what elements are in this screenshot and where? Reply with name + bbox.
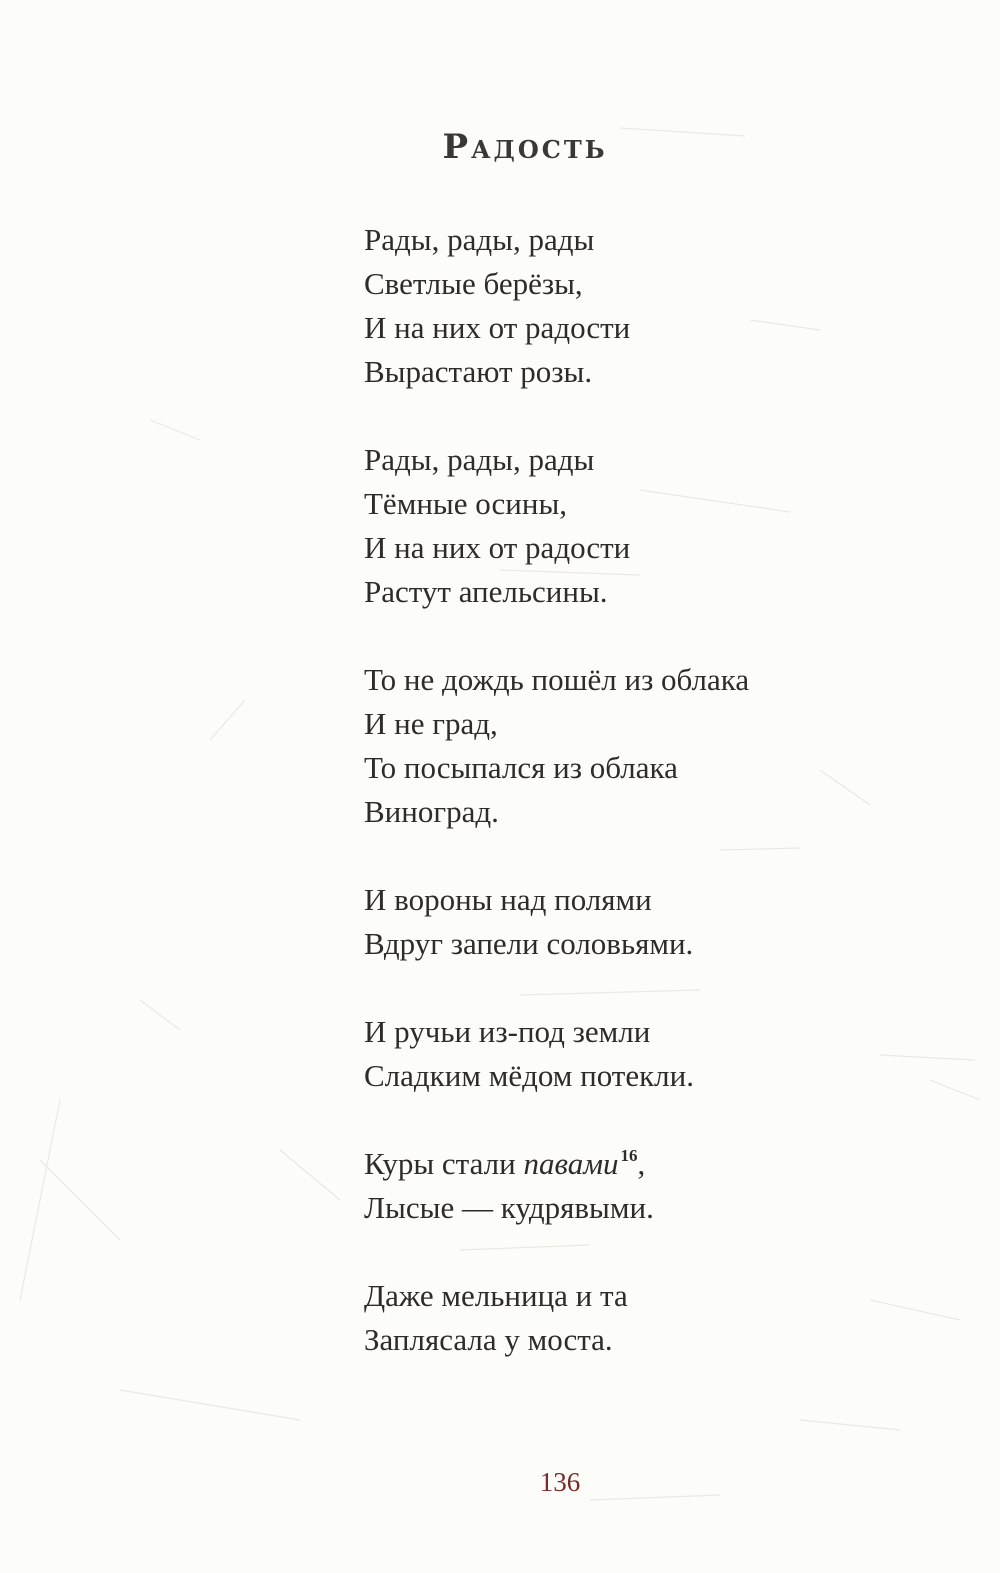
poem-line [364,1142,984,1186]
poem-line: Светлые берёзы, [364,266,583,301]
poem-line: Лысые — кудрявыми. [364,1190,654,1225]
poem-line: То посыпался из облака [364,750,678,785]
poem-line: И не град, [364,706,498,741]
poem-body [364,218,984,1362]
line-text: Куры стали [364,1146,524,1181]
poem-line: Вырастают розы. [364,354,593,389]
poem-line: И на них от радости [364,310,631,345]
line-text: , [637,1146,646,1181]
poem-line: Заплясала у моста. [364,1322,613,1357]
poem-line: И на них от радости [364,530,631,565]
poem-line: И вороны над полями [364,882,652,917]
stanza-6 [364,1142,984,1230]
footnote-marker: 16 [620,1146,638,1165]
page-number: 136 [539,1467,581,1497]
stanza-7 [364,1274,984,1362]
poem-line: Тёмные осины, [364,486,568,521]
stanza-5 [364,1010,984,1098]
stanza-3 [364,658,984,834]
italic-word: павами [523,1146,619,1181]
stanza-4 [364,878,984,966]
poem-line: Растут апельсины. [364,574,608,609]
stanza-1 [364,218,984,394]
stanza-2 [364,438,984,614]
poem-line: Виноград. [364,794,499,829]
poem-line: Вдруг запели соловьями. [364,926,694,961]
poem-line: То не дождь пошёл из облака [364,662,750,697]
poem-line: Сладким мёдом потекли. [364,1058,694,1093]
poem-line: Рады, рады, рады [364,442,595,477]
poem-title: Радость [442,127,608,167]
poem-line: Даже мельница и та [364,1278,628,1313]
poem-line: Рады, рады, рады [364,222,595,257]
poem-line: И ручьи из-под земли [364,1014,651,1049]
